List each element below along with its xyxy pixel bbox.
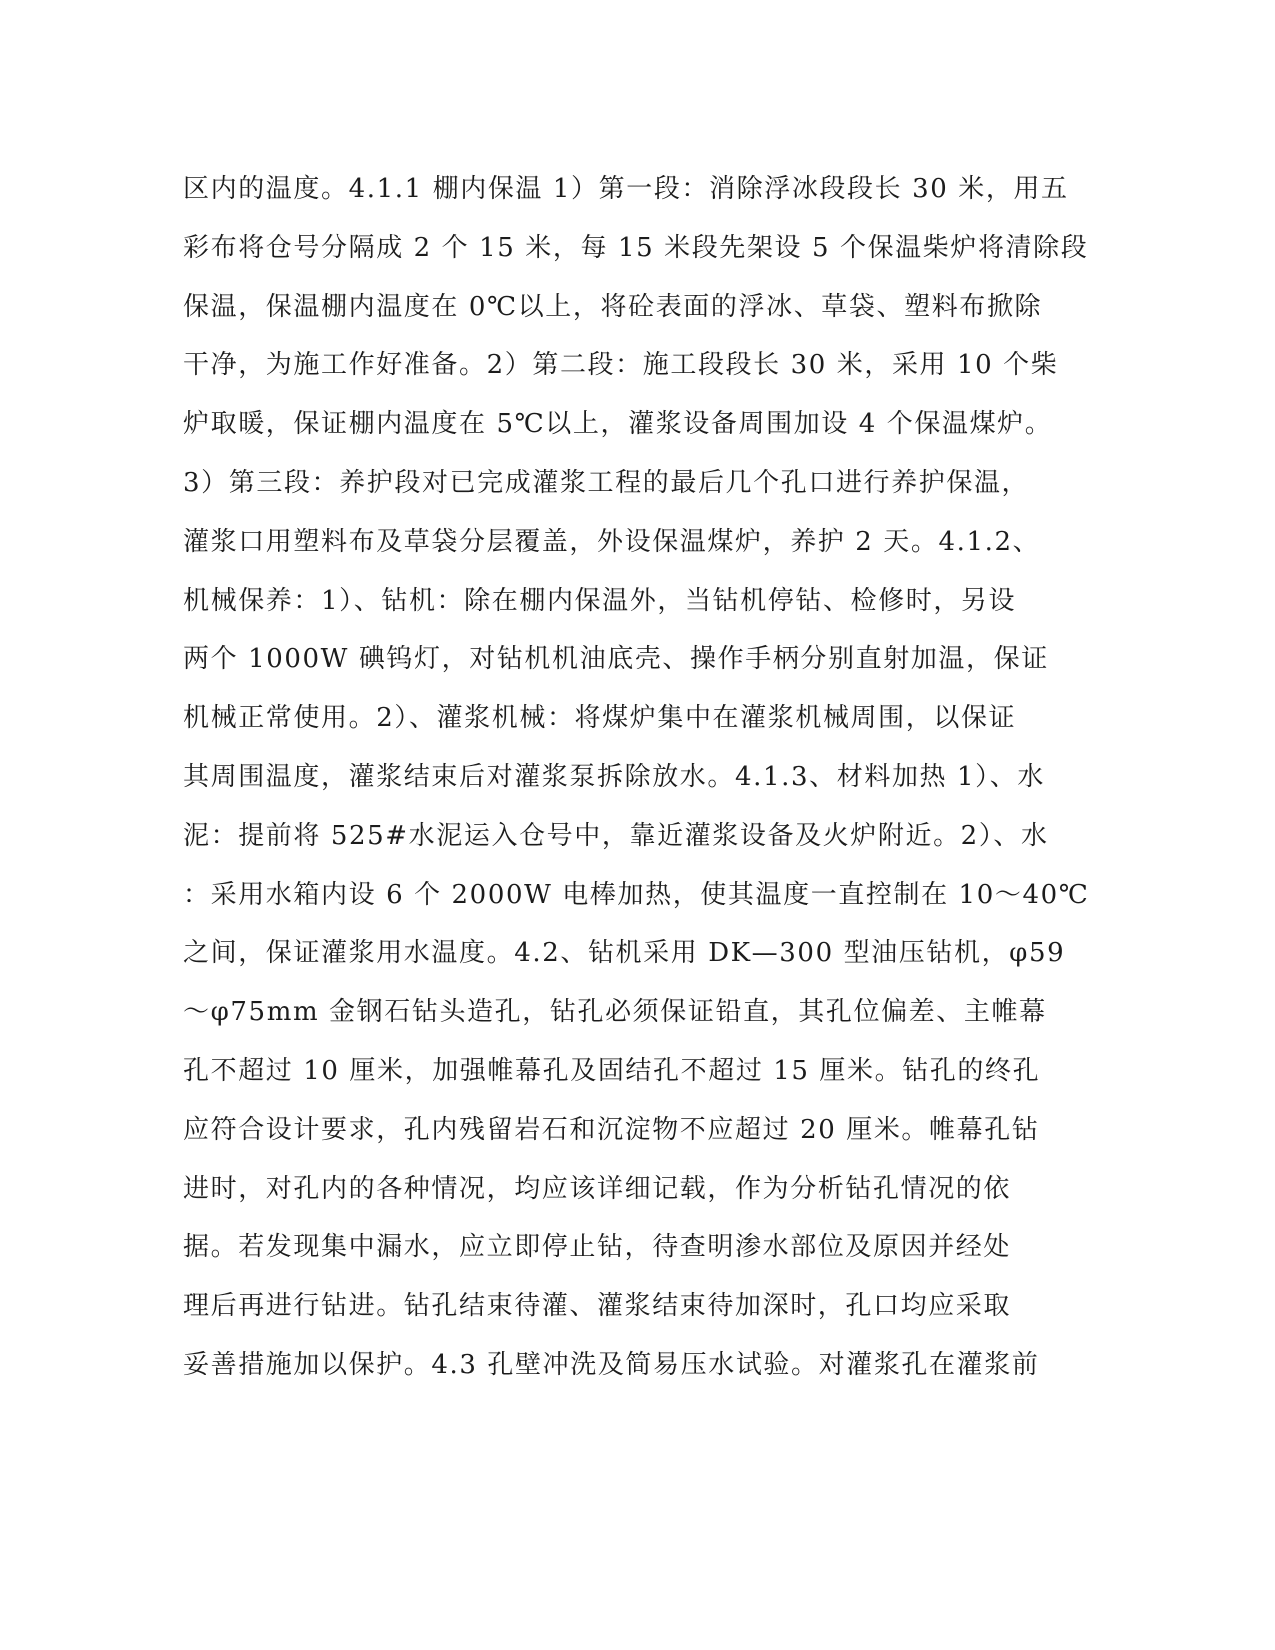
text-line: 应符合设计要求，孔内残留岩石和沉淀物不应超过 20 厘米。帷幕孔钻 xyxy=(183,1114,1040,1145)
text-line: ：采用水箱内设 6 个 2000W 电棒加热，使其温度一直控制在 10～40℃ xyxy=(183,879,1090,910)
text-line: 彩布将仓号分隔成 2 个 15 米，每 15 米段先架设 5 个保温柴炉将清除段 xyxy=(183,232,1089,263)
text-line: 进时，对孔内的各种情况，均应该详细记载，作为分析钻孔情况的依 xyxy=(183,1173,1012,1204)
text-line: 理后再进行钻进。钻孔结束待灌、灌浆结束待加深时，孔口均应采取 xyxy=(183,1291,1012,1322)
text-line: 机械保养：1）、钻机：除在棚内保温外，当钻机停钻、检修时，另设 xyxy=(183,585,1017,616)
text-line: 干净，为施工作好准备。2）第二段：施工段段长 30 米，采用 10 个柴 xyxy=(183,350,1059,381)
text-line: 灌浆口用塑料布及草袋分层覆盖，外设保温煤炉，养护 2 天。4.1.2、 xyxy=(183,526,1041,557)
text-line: 妥善措施加以保护。4.3 孔壁冲洗及简易压水试验。对灌浆孔在灌浆前 xyxy=(183,1349,1040,1380)
text-line: 两个 1000W 碘钨灯，对钻机机油底壳、操作手柄分别直射加温，保证 xyxy=(183,644,1049,675)
text-line: 机械正常使用。2）、灌浆机械：将煤炉集中在灌浆机械周围，以保证 xyxy=(183,703,1017,734)
text-line: 区内的温度。4.1.1 棚内保温 1）第一段：消除浮冰段段长 30 米，用五 xyxy=(183,174,1069,204)
text-line: 之间，保证灌浆用水温度。4.2、钻机采用 DK—300 型油压钻机，φ59 xyxy=(183,938,1066,969)
text-line: 据。若发现集中漏水，应立即停止钻，待查明渗水部位及原因并经处 xyxy=(183,1232,1012,1263)
text-line: 孔不超过 10 厘米，加强帷幕孔及固结孔不超过 15 厘米。钻孔的终孔 xyxy=(183,1055,1041,1086)
text-line: ～φ75mm 金钢石钻头造孔，钻孔必须保证铅直，其孔位偏差、主帷幕 xyxy=(183,997,1047,1028)
text-line: 泥：提前将 525#水泥运入仓号中，靠近灌浆设备及火炉附近。2）、水 xyxy=(183,820,1049,851)
body-text xyxy=(183,160,1090,1395)
text-line: 炉取暖，保证棚内温度在 5℃以上，灌浆设备周围加设 4 个保温煤炉。 xyxy=(183,409,1053,440)
text-line: 保温，保温棚内温度在 0℃以上，将砼表面的浮冰、草袋、塑料布掀除 xyxy=(183,291,1043,322)
text-line: 其周围温度，灌浆结束后对灌浆泵拆除放水。4.1.3、材料加热 1）、水 xyxy=(183,761,1045,792)
text-line: 3）第三段：养护段对已完成灌浆工程的最后几个孔口进行养护保温， xyxy=(183,467,1030,498)
